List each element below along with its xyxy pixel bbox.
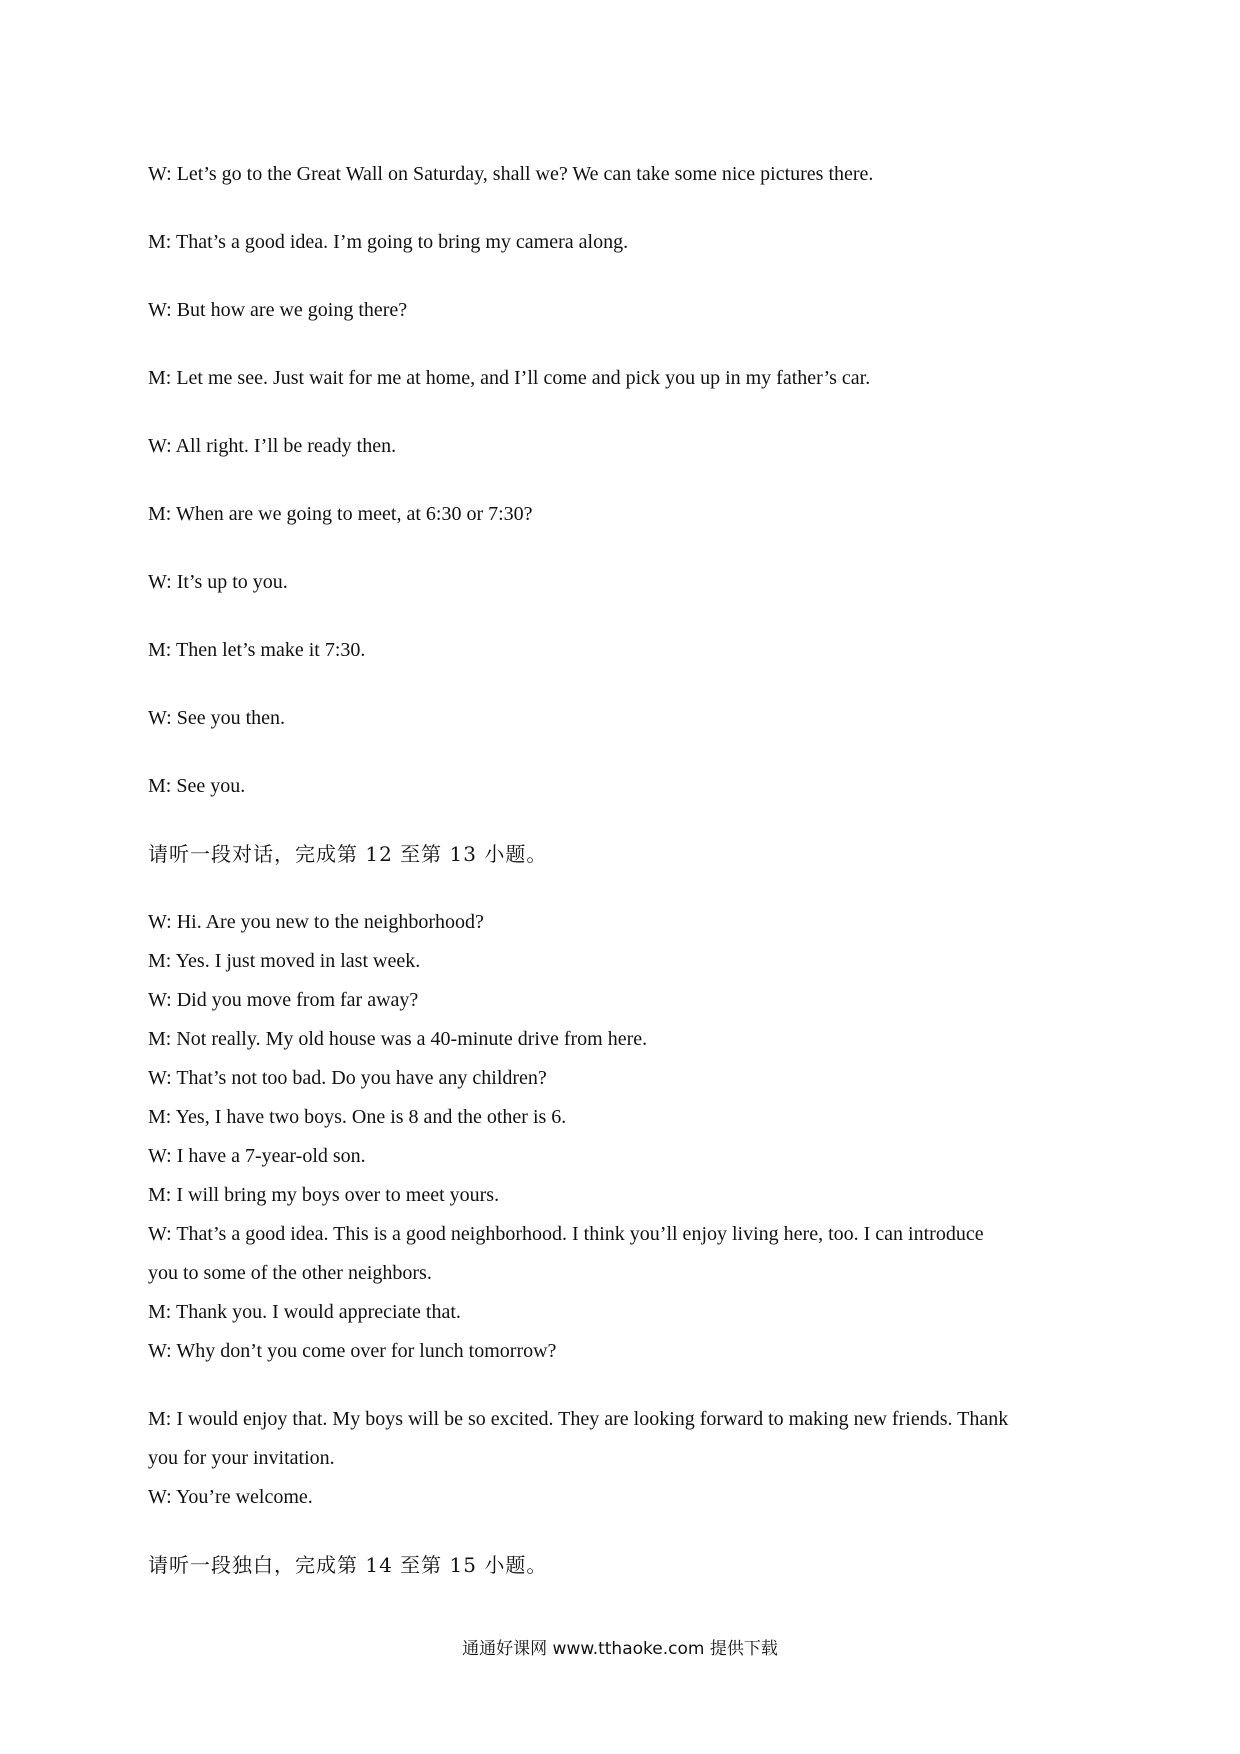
dialogue-line: M: When are we going to meet, at 6:30 or 7:30? bbox=[148, 503, 533, 525]
dialogue-line: you to some of the other neighbors. bbox=[148, 1262, 432, 1284]
dialogue-line: M: I would enjoy that. My boys will be so excited. They are looking forward to making new friends. Thank bbox=[148, 1408, 1009, 1430]
listening-instruction: 请听一段独白，完成第 14 至第 15 小题。 bbox=[148, 1553, 548, 1577]
dialogue-line: M: I will bring my boys over to meet yours. bbox=[148, 1184, 500, 1206]
dialogue-line: M: Let me see. Just wait for me at home, and I’ll come and pick you up in my father’s car. bbox=[148, 367, 871, 389]
dialogue-line: M: Yes. I just moved in last week. bbox=[148, 950, 421, 972]
dialogue-line: W: It’s up to you. bbox=[148, 571, 288, 593]
dialogue-line: W: Let’s go to the Great Wall on Saturday, shall we? We can take some nice pictures there. bbox=[148, 163, 874, 185]
dialogue-line: M: Yes, I have two boys. One is 8 and the other is 6. bbox=[148, 1106, 567, 1128]
dialogue-line: W: All right. I’ll be ready then. bbox=[148, 435, 397, 457]
dialogue-line: W: That’s not too bad. Do you have any children? bbox=[148, 1067, 547, 1089]
dialogue-line: W: See you then. bbox=[148, 707, 286, 729]
dialogue-line: W: But how are we going there? bbox=[148, 299, 408, 321]
listening-instruction: 请听一段对话，完成第 12 至第 13 小题。 bbox=[148, 842, 548, 866]
dialogue-line: M: Not really. My old house was a 40-minute drive from here. bbox=[148, 1028, 648, 1050]
dialogue-line: M: Then let’s make it 7:30. bbox=[148, 639, 366, 661]
dialogue-line: W: Hi. Are you new to the neighborhood? bbox=[148, 911, 484, 933]
dialogue-line: W: Why don’t you come over for lunch tomorrow? bbox=[148, 1340, 557, 1362]
dialogue-line: W: You’re welcome. bbox=[148, 1486, 313, 1508]
dialogue-line: W: Did you move from far away? bbox=[148, 989, 419, 1011]
dialogue-line: M: That’s a good idea. I’m going to bring my camera along. bbox=[148, 231, 629, 253]
dialogue-line: M: See you. bbox=[148, 775, 246, 797]
page-footer: 通通好课网 www.tthaoke.com 提供下载 bbox=[462, 1639, 778, 1659]
dialogue-line: W: I have a 7-year-old son. bbox=[148, 1145, 366, 1167]
dialogue-line: W: That’s a good idea. This is a good neighborhood. I think you’ll enjoy living here, too. I can introduce bbox=[148, 1223, 984, 1245]
dialogue-line: M: Thank you. I would appreciate that. bbox=[148, 1301, 461, 1323]
dialogue-line: you for your invitation. bbox=[148, 1447, 335, 1469]
